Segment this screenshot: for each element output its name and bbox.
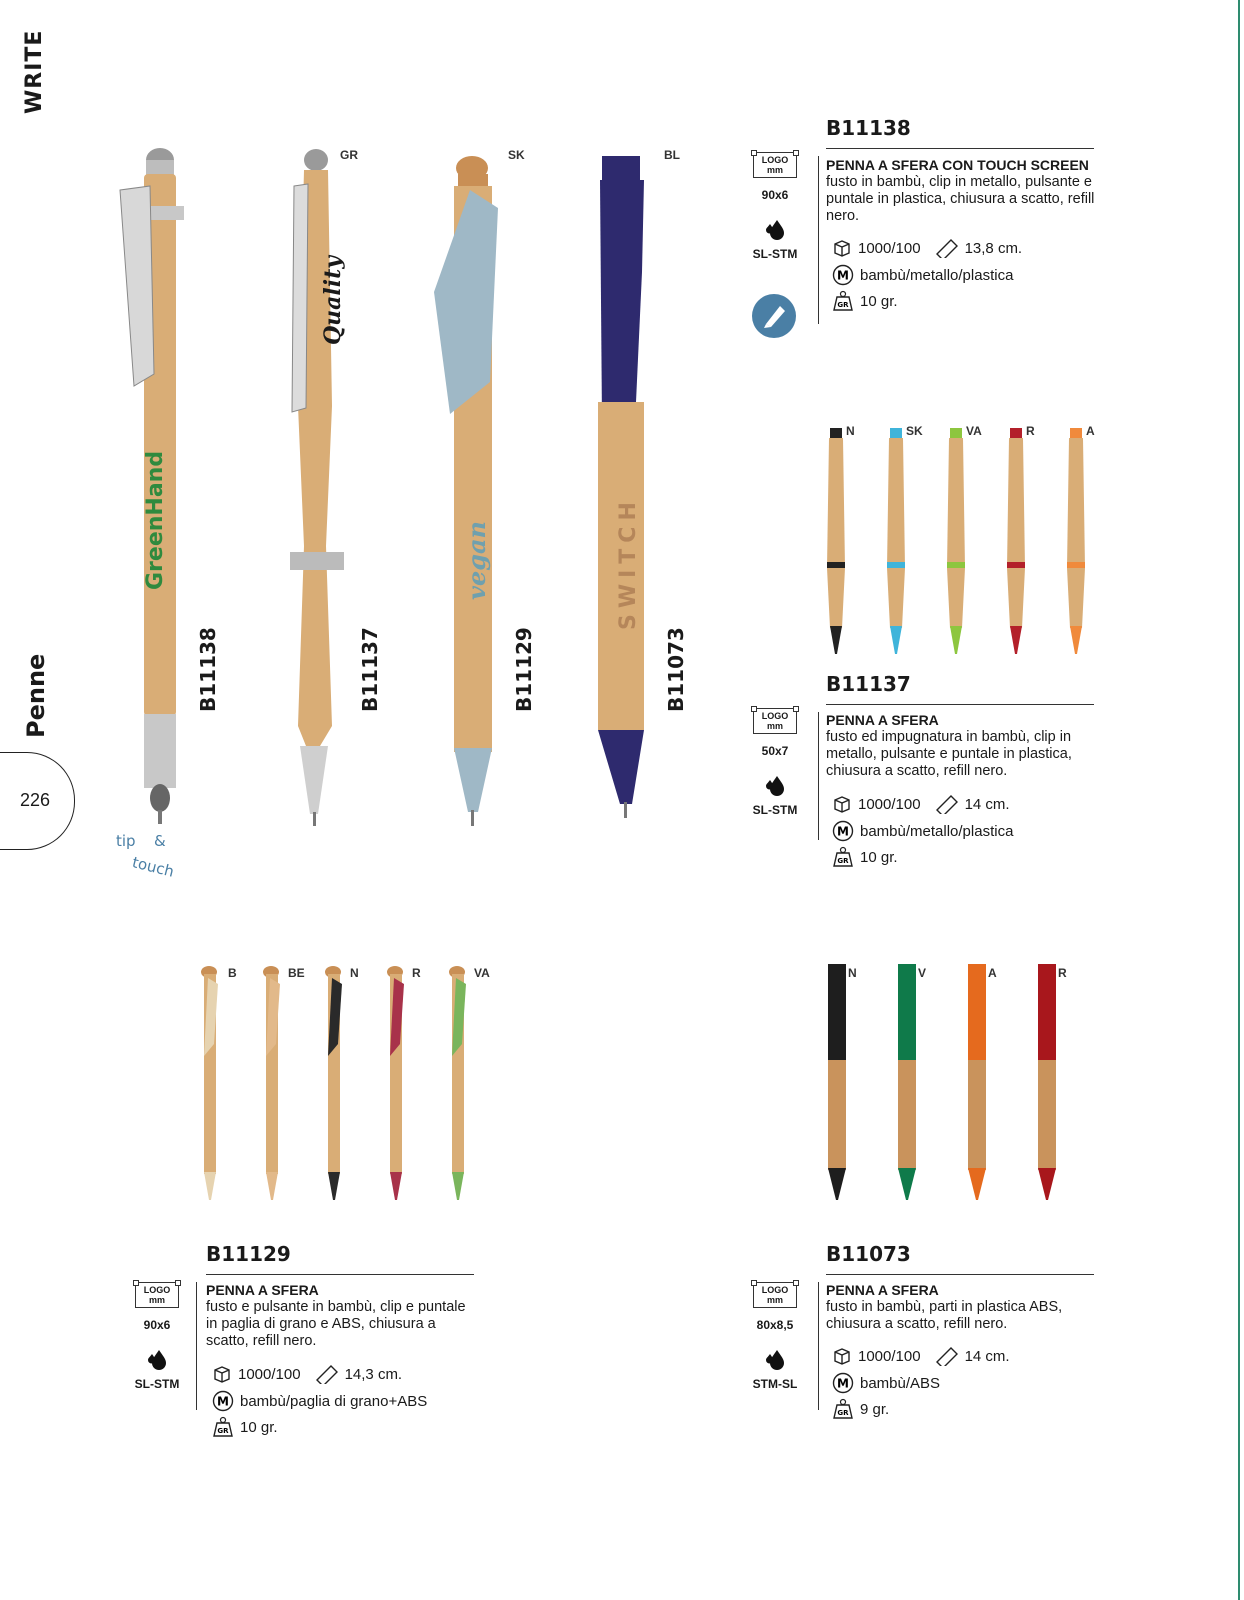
product-desc-b11073 <box>826 1282 1108 1333</box>
spec-divider <box>818 712 819 840</box>
code-rule <box>826 704 1094 705</box>
print-technique: SL-STM <box>752 803 798 817</box>
packing-length-row <box>832 794 1010 814</box>
variant-pen <box>444 964 470 1204</box>
material-icon <box>832 1372 854 1394</box>
logo-area-icon: LOGO mm <box>753 1282 797 1308</box>
material-row <box>832 264 1013 286</box>
variant-pen <box>196 964 222 1204</box>
spec-divider <box>818 1282 819 1410</box>
hero-code-b11073: B11073 <box>664 627 688 712</box>
weight-row <box>832 1398 889 1420</box>
svg-text:GR: GR <box>837 1409 849 1417</box>
variant-label: A <box>988 966 997 980</box>
hero-color-b11129: SK <box>508 148 525 162</box>
weight: 10 gr. <box>240 1418 278 1436</box>
variant-pen <box>962 964 992 1204</box>
print-technique: STM-SL <box>752 1377 798 1391</box>
code-rule <box>206 1274 474 1275</box>
category-title: Penne <box>22 653 50 738</box>
weight-icon <box>832 1398 854 1420</box>
product-code-b11073: B11073 <box>826 1242 911 1266</box>
weight-row <box>832 846 898 868</box>
product-title: PENNA A SFERA <box>206 1282 319 1298</box>
weight-icon <box>212 1416 234 1438</box>
variant-label: V <box>918 966 927 980</box>
weight: 9 gr. <box>860 1400 890 1418</box>
code-rule <box>826 1274 1094 1275</box>
variant-label: VA <box>474 966 490 980</box>
print-spec-b11137 <box>740 708 810 817</box>
logo-area-icon: LOGO mm <box>753 152 797 178</box>
material: bambù/metallo/plastica <box>860 266 1014 284</box>
hero-code-b11137: B11137 <box>358 627 382 712</box>
svg-text:M: M <box>837 268 849 283</box>
hero-code-b11138: B11138 <box>196 627 220 712</box>
variant-label: VA <box>966 424 982 438</box>
print-spec-b11138 <box>740 152 810 261</box>
variant-label: N <box>848 966 857 980</box>
ruler-icon <box>935 238 959 258</box>
print-spec-b11129 <box>122 1282 192 1391</box>
hero-print-b11129: vegan <box>462 521 491 600</box>
hero-color-b11073: BL <box>664 148 680 162</box>
material-row <box>832 1372 940 1394</box>
material: bambù/ABS <box>860 1374 941 1392</box>
hero-code-b11129: B11129 <box>512 627 536 712</box>
spec-divider <box>818 156 819 324</box>
product-desc-b11129 <box>206 1282 468 1350</box>
svg-text:GR: GR <box>837 857 849 865</box>
length: 14,3 cm. <box>344 1365 403 1383</box>
svg-text:GR: GR <box>837 301 849 309</box>
hero-pen-b11129 <box>430 152 510 842</box>
variant-label: N <box>846 424 855 438</box>
packing: 1000/100 <box>858 239 921 257</box>
weight-row <box>832 290 898 312</box>
length: 13,8 cm. <box>964 239 1023 257</box>
print-technique-icon <box>764 1348 786 1370</box>
box-icon <box>212 1364 232 1384</box>
print-technique: SL-STM <box>752 247 798 261</box>
variant-pen <box>942 428 970 658</box>
variant-pen <box>382 964 408 1204</box>
svg-text:M: M <box>217 1394 229 1409</box>
variant-label: N <box>350 966 359 980</box>
section-title: WRITE <box>22 29 47 114</box>
variant-label: A <box>1086 424 1095 438</box>
product-title: PENNA A SFERA CON TOUCH SCREEN <box>826 157 1089 173</box>
variant-label: SK <box>906 424 923 438</box>
ruler-icon <box>935 1346 959 1366</box>
variant-label: R <box>412 966 421 980</box>
print-technique-icon <box>146 1348 168 1370</box>
packing-length-row <box>832 238 1022 258</box>
print-technique: SL-STM <box>134 1377 180 1391</box>
svg-text:GR: GR <box>217 1427 229 1435</box>
material-row <box>832 820 1013 842</box>
material: bambù/paglia di grano+ABS <box>240 1392 428 1410</box>
product-title: PENNA A SFERA <box>826 712 939 728</box>
box-icon <box>832 238 852 258</box>
logo-size: 50x7 <box>761 744 789 758</box>
product-description: fusto ed impugnatura in bambù, clip in metallo, pulsante e puntale in plastica, chiusura a scatto, refill nero. <box>826 729 1072 779</box>
page-number: 226 <box>20 790 51 810</box>
page-edge-rule <box>1238 0 1240 1600</box>
svg-text:M: M <box>837 824 849 839</box>
product-code-b11138: B11138 <box>826 116 911 140</box>
logo-area-icon: LOGO mm <box>135 1282 179 1308</box>
weight-row <box>212 1416 278 1438</box>
variant-pen <box>822 428 850 658</box>
variant-label: BE <box>288 966 305 980</box>
variant-pen <box>1032 964 1062 1204</box>
material-row <box>212 1390 427 1412</box>
packing: 1000/100 <box>858 1347 921 1365</box>
product-code-b11129: B11129 <box>206 1242 291 1266</box>
amp-text: & <box>154 832 166 850</box>
hero-print-b11073: SWITCH <box>616 496 641 630</box>
variant-pen <box>1002 428 1030 658</box>
variant-pen <box>892 964 922 1204</box>
variant-pen <box>822 964 852 1204</box>
hero-print-b11137: Quality <box>320 255 346 345</box>
packing: 1000/100 <box>238 1365 301 1383</box>
variant-pen <box>882 428 910 658</box>
print-technique-icon <box>764 218 786 240</box>
box-icon <box>832 1346 852 1366</box>
ruler-icon <box>315 1364 339 1384</box>
logo-size: 80x8,5 <box>756 1318 794 1332</box>
length: 14 cm. <box>964 795 1010 813</box>
weight-icon <box>832 846 854 868</box>
weight-icon <box>832 290 854 312</box>
variant-label: B <box>228 966 237 980</box>
product-description: fusto in bambù, clip in metallo, pulsante e puntale in plastica, chiusura a scatto, refill nero. <box>826 174 1095 224</box>
variant-label: R <box>1026 424 1035 438</box>
packing-length-row <box>832 1346 1010 1366</box>
hero-print-b11138: GreenHand <box>143 450 168 590</box>
packing-length-row <box>212 1364 402 1384</box>
hero-pen-b11137 <box>280 146 350 836</box>
variant-pen <box>258 964 284 1204</box>
variant-label: R <box>1058 966 1067 980</box>
weight: 10 gr. <box>860 292 898 310</box>
material-icon <box>212 1390 234 1412</box>
logo-size: 90x6 <box>761 188 789 202</box>
product-desc-b11137 <box>826 712 1108 780</box>
svg-text:M: M <box>837 1376 849 1391</box>
ruler-icon <box>935 794 959 814</box>
material: bambù/metallo/plastica <box>860 822 1014 840</box>
material-icon <box>832 264 854 286</box>
variant-pen <box>1062 428 1090 658</box>
material-icon <box>832 820 854 842</box>
length: 14 cm. <box>964 1347 1010 1365</box>
touch-screen-badge-icon <box>752 294 796 338</box>
variant-pen <box>320 964 346 1204</box>
touch-text: touch <box>130 853 176 881</box>
spec-divider <box>196 1282 197 1410</box>
logo-size: 90x6 <box>143 1318 171 1332</box>
logo-area-icon: LOGO mm <box>753 708 797 734</box>
product-title: PENNA A SFERA <box>826 1282 939 1298</box>
product-description: fusto e pulsante in bambù, clip e puntale in paglia di grano e ABS, chiusura a scatto, refill nero. <box>206 1299 466 1349</box>
product-description: fusto in bambù, parti in plastica ABS, chiusura a scatto, refill nero. <box>826 1299 1063 1332</box>
print-spec-b11073 <box>740 1282 810 1391</box>
code-rule <box>826 148 1094 149</box>
hero-color-b11137: GR <box>340 148 358 162</box>
weight: 10 gr. <box>860 848 898 866</box>
tip-text: tip <box>116 832 136 850</box>
packing: 1000/100 <box>858 795 921 813</box>
box-icon <box>832 794 852 814</box>
print-technique-icon <box>764 774 786 796</box>
product-code-b11137: B11137 <box>826 672 911 696</box>
product-desc-b11138 <box>826 157 1116 225</box>
